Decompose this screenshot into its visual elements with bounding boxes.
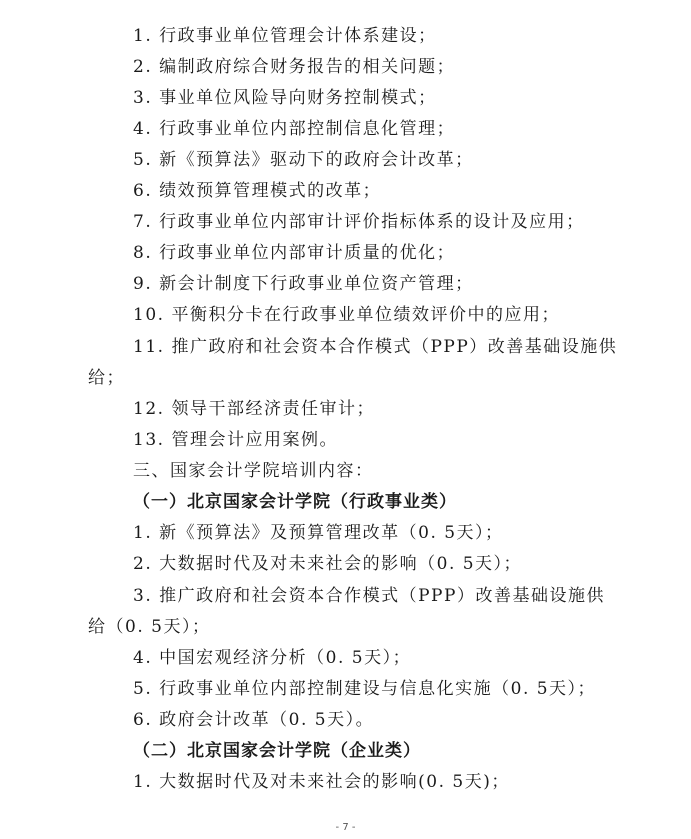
list-item-admin-1: 1. 新《预算法》及预算管理改革（0. 5天）； <box>133 523 504 543</box>
list-item-topic-11-continuation: 给； <box>88 368 125 388</box>
list-item-admin-3-continuation: 给（0. 5天）； <box>88 617 211 637</box>
list-item-admin-5: 5. 行政事业单位内部控制建设与信息化实施（0. 5天）； <box>133 679 597 699</box>
list-item-topic-7: 7. 行政事业单位内部审计评价指标体系的设计及应用； <box>133 212 585 232</box>
list-item-topic-9: 9. 新会计制度下行政事业单位资产管理； <box>133 274 474 294</box>
list-item-topic-11: 11. 推广政府和社会资本合作模式（PPP）改善基础设施供 <box>133 337 618 357</box>
subsection-heading-enterprise: （二）北京国家会计学院（企业类） <box>133 741 421 761</box>
list-item-topic-1: 1. 行政事业单位管理会计体系建设； <box>133 26 437 46</box>
list-item-admin-6: 6. 政府会计改革（0. 5天）。 <box>133 710 375 730</box>
list-item-admin-2: 2. 大数据时代及对未来社会的影响（0. 5天）； <box>133 554 523 574</box>
page-number: - 7 - <box>335 822 356 833</box>
list-item-topic-6: 6. 绩效预算管理模式的改革； <box>133 181 382 201</box>
list-item-topic-10: 10. 平衡积分卡在行政事业单位绩效评价中的应用； <box>133 305 560 325</box>
list-item-admin-4: 4. 中国宏观经济分析（0. 5天）； <box>133 648 412 668</box>
subsection-heading-admin: （一）北京国家会计学院（行政事业类） <box>133 492 457 512</box>
section-heading-training: 三、国家会计学院培训内容： <box>133 461 374 481</box>
list-item-topic-8: 8. 行政事业单位内部审计质量的优化； <box>133 243 456 263</box>
list-item-topic-3: 3. 事业单位风险导向财务控制模式； <box>133 88 437 108</box>
list-item-topic-13: 13. 管理会计应用案例。 <box>133 430 338 450</box>
list-item-admin-3: 3. 推广政府和社会资本合作模式（PPP）改善基础设施供 <box>133 586 605 606</box>
list-item-topic-4: 4. 行政事业单位内部控制信息化管理； <box>133 119 456 139</box>
list-item-topic-2: 2. 编制政府综合财务报告的相关问题； <box>133 57 456 77</box>
list-item-topic-5: 5. 新《预算法》驱动下的政府会计改革； <box>133 150 474 170</box>
list-item-enterprise-1: 1. 大数据时代及对未来社会的影响(0. 5天)； <box>133 772 510 792</box>
list-item-topic-12: 12. 领导干部经济责任审计； <box>133 399 375 419</box>
